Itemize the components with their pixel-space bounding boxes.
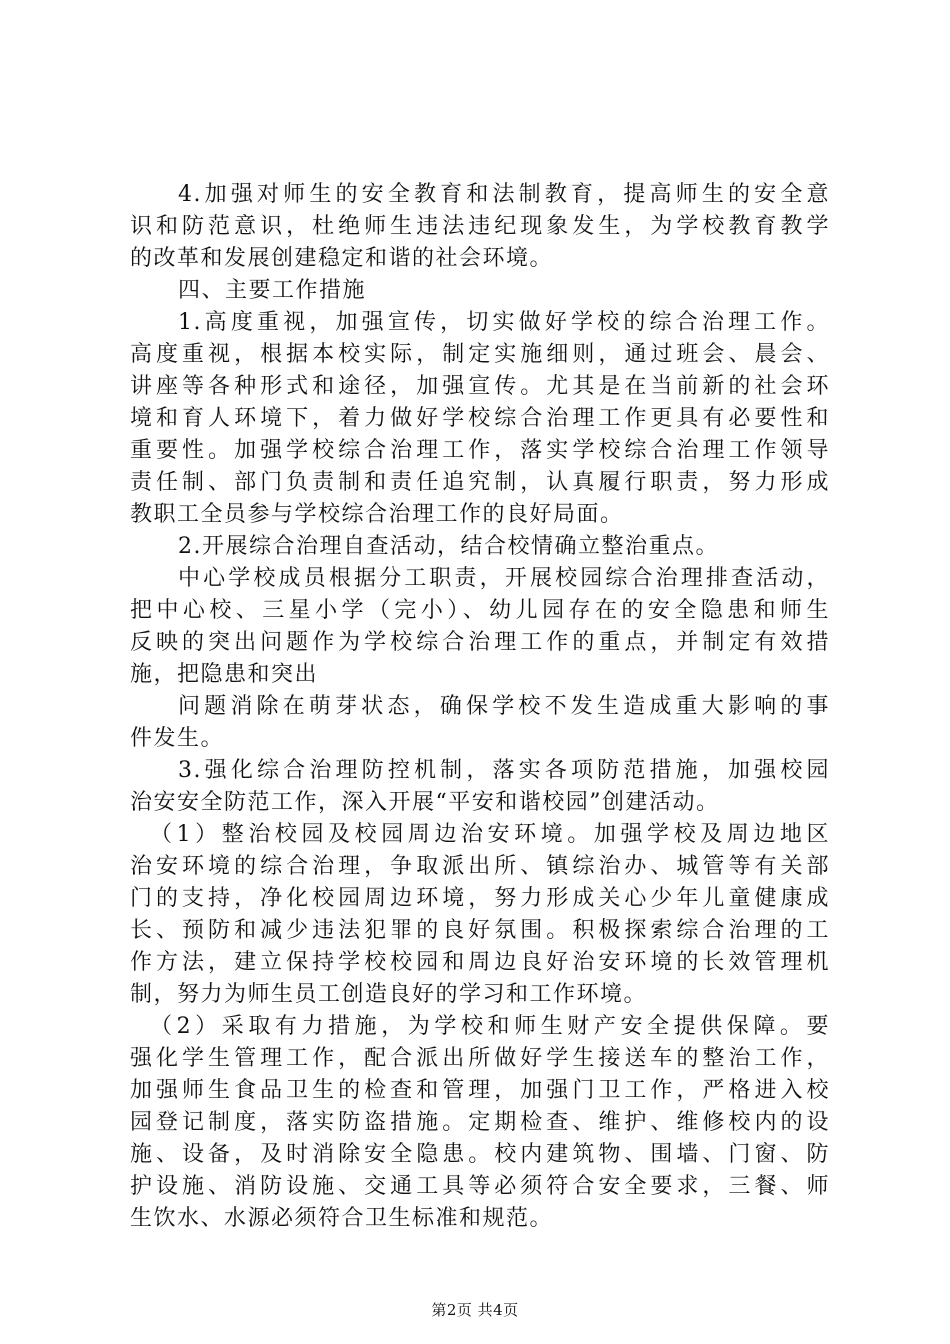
text-line: 制，努力为师生员工创造良好的学习和工作环境。 bbox=[130, 982, 648, 1007]
text-line: 1.高度重视，加强宣传，切实做好学校的综合治理工作。 bbox=[178, 310, 830, 335]
text-line: 问题消除在萌芽状态，确保学校不发生造成重大影响的事 bbox=[178, 694, 830, 719]
text-line: 2.开展综合治理自查活动，结合校情确立整治重点。 bbox=[178, 534, 719, 559]
text-line: 讲座等各种形式和途径，加强宣传。尤其是在当前新的社会环 bbox=[130, 374, 830, 399]
text-line: （1）整治校园及校园周边治安环境。加强学校及周边地区 bbox=[150, 822, 830, 847]
text-line: 责任制、部门负责制和责任追究制，认真履行职责，努力形成 bbox=[130, 470, 830, 495]
text-line: （2）采取有力措施，为学校和师生财产安全提供保障。要 bbox=[150, 1014, 830, 1039]
text-line: 作方法，建立保持学校校园和周边良好治安环境的长效管理机 bbox=[130, 950, 830, 975]
text-line: 加强师生食品卫生的检查和管理，加强门卫工作，严格进入校 bbox=[130, 1078, 830, 1103]
text-line: 高度重视，根据本校实际，制定实施细则，通过班会、晨会、 bbox=[130, 342, 830, 367]
text-line: 的改革和发展创建稳定和谐的社会环境。 bbox=[130, 246, 554, 271]
text-line: 把中心校、三星小学（完小）、幼儿园存在的安全隐患和师生 bbox=[130, 598, 830, 623]
text-line: 强化学生管理工作，配合派出所做好学生接送车的整治工作， bbox=[130, 1046, 830, 1071]
text-line: 反映的突出问题作为学校综合治理工作的重点，并制定有效措 bbox=[130, 630, 830, 655]
text-line: 长、预防和减少违法犯罪的良好氛围。积极探索综合治理的工 bbox=[130, 918, 830, 943]
text-line: 中心学校成员根据分工职责，开展校园综合治理排查活动， bbox=[178, 566, 830, 591]
text-line: 识和防范意识，杜绝师生违法违纪现象发生，为学校教育教学 bbox=[130, 214, 830, 239]
text-line: 件发生。 bbox=[130, 726, 225, 751]
text-line: 生饮水、水源必须符合卫生标准和规范。 bbox=[130, 1206, 554, 1231]
text-line: 园登记制度，落实防盗措施。定期检查、维护、维修校内的设 bbox=[130, 1110, 830, 1135]
text-line: 教职工全员参与学校综合治理工作的良好局面。 bbox=[130, 502, 624, 527]
text-line: 施，把隐患和突出 bbox=[130, 662, 319, 687]
page-number-footer: 第2页 共4页 bbox=[431, 1301, 519, 1319]
text-line: 护设施、消防设施、交通工具等必须符合安全要求，三餐、师 bbox=[130, 1174, 830, 1199]
section-heading: 四、主要工作措施 bbox=[178, 278, 367, 303]
text-line: 治安安全防范工作，深入开展“平安和谐校园”创建活动。 bbox=[130, 790, 720, 815]
text-line: 境和育人环境下，着力做好学校综合治理工作更具有必要性和 bbox=[130, 406, 830, 431]
text-line: 门的支持，净化校园周边环境，努力形成关心少年儿童健康成 bbox=[130, 886, 830, 911]
text-line: 治安环境的综合治理，争取派出所、镇综治办、城管等有关部 bbox=[130, 854, 830, 879]
text-line: 施、设备，及时消除安全隐患。校内建筑物、围墙、门窗、防 bbox=[130, 1142, 830, 1167]
text-line: 重要性。加强学校综合治理工作，落实学校综合治理工作领导 bbox=[130, 438, 830, 463]
text-line: 3.强化综合治理防控机制，落实各项防范措施，加强校园 bbox=[178, 758, 830, 783]
text-line: 4.加强对师生的安全教育和法制教育，提高师生的安全意 bbox=[178, 182, 830, 207]
